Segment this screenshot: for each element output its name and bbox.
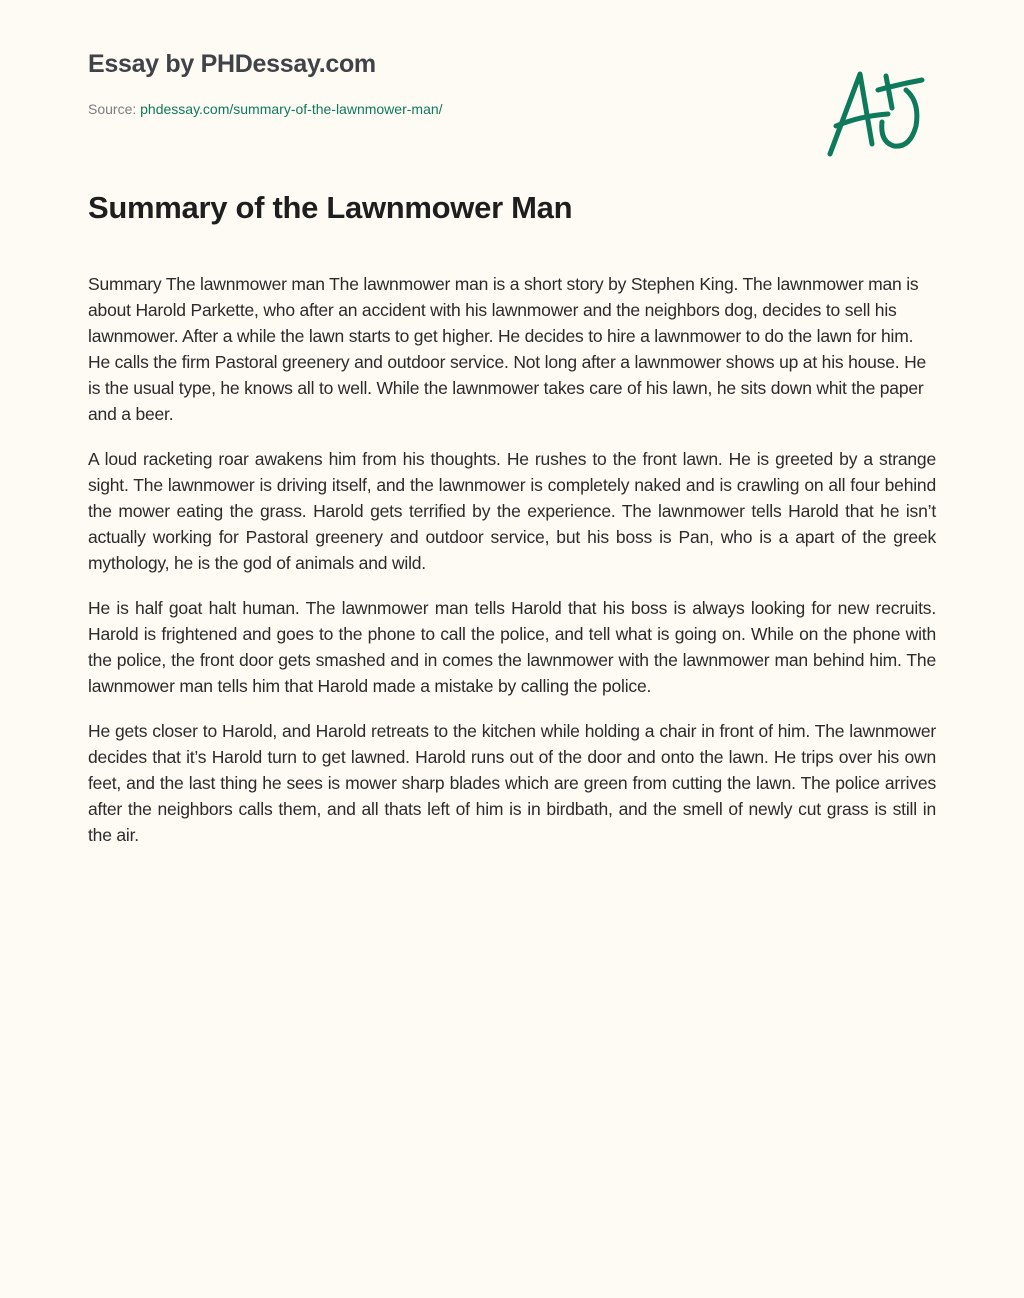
- source-label: Source:: [88, 101, 141, 117]
- source-line: [88, 101, 443, 117]
- paragraph: Summary The lawnmower man The lawnmower man is a short story by Stephen King. The lawnmower man is about Harold Parkette, who after an accident with his lawnmower and the neighbors dog, decides to sell his lawnmower. After a while the lawn starts to get higher. He decides to hire a lawnmower to do the lawn for him. He calls the firm Pastoral greenery and outdoor service. Not long after a lawnmower shows up at his house. He is the usual type, he knows all to well. While the lawnmower takes care of his lawn, he sits down whit the paper and a beer.: [88, 274, 927, 424]
- essay-body: [88, 271, 936, 867]
- paragraph: He gets closer to Harold, and Harold retreats to the kitchen while holding a chair in front of him. The lawnmower decides that it’s Harold turn to get lawned. Harold runs out of the door and onto the lawn. He trips over his own feet, and the last thing he sees is mower sharp blades which are green from cutting the lawn. The police arrives after the neighbors calls them, and all thats left of him is in birdbath, and the smell of newly cut grass is still in the air.: [88, 721, 936, 845]
- site-brand: Essay by PHDessay.com: [88, 50, 376, 78]
- paragraph: A loud racketing roar awakens him from his thoughts. He rushes to the front lawn. He is greeted by a strange sight. The lawnmower is driving itself, and the lawnmower is completely naked and is crawling on all four behind the mower eating the grass. Harold gets terrified by the experience. The lawnmower tells Harold that he isn’t actually working for Pastoral greenery and outdoor service, but his boss is Pan, who is a apart of the greek mythology, he is the god of animals and wild.: [88, 449, 936, 573]
- a-plus-logo-icon: [820, 64, 930, 160]
- source-link[interactable]: phdessay.com/summary-of-the-lawnmower-man/: [140, 101, 443, 117]
- page-title: Summary of the Lawnmower Man: [88, 190, 573, 225]
- paragraph: He is half goat halt human. The lawnmower man tells Harold that his boss is always looking for new recruits. Harold is frightened and goes to the phone to call the police, and tell what is going on. While on the phone with the police, the front door gets smashed and in comes the lawnmower with the lawnmower man behind him. The lawnmower man tells him that Harold made a mistake by calling the police.: [88, 598, 936, 696]
